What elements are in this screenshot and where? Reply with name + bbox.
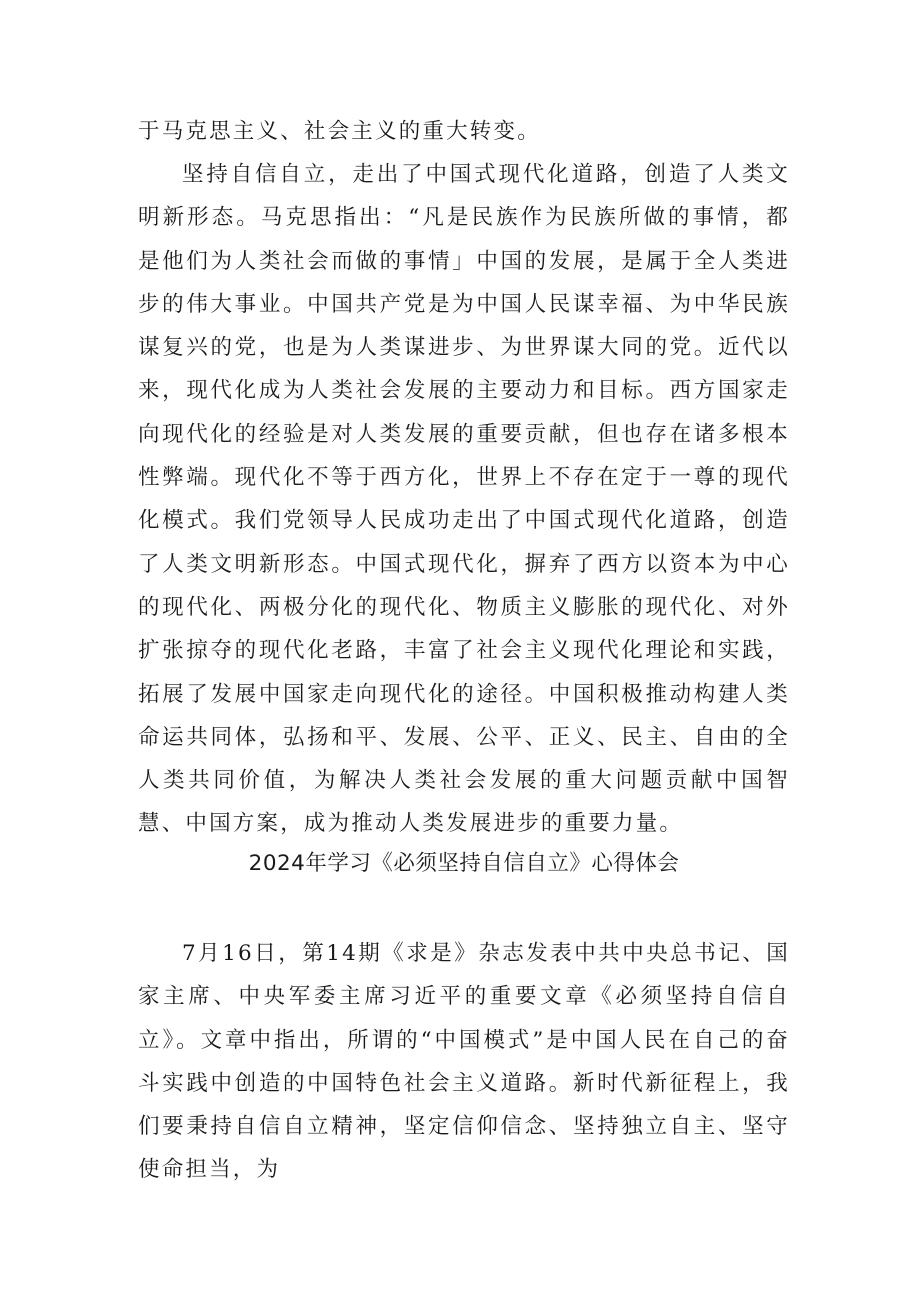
paragraph-modernization: 坚持自信自立，走出了中国式现代化道路，创造了人类文明新形态。马克思指出：“凡是民族作为民族所做的事情，都是他们为人类社会而做的事情」中国的发展，是属于全人类进步的伟大事业。中国共产党是为中国人民谋幸福、为中华民族谋复兴的党，也是为人类谋进步、为世界谋大同的党。近代以来，现代化成为人类社会发展的主要动力和目标。西方国家走向现代化的经验是对人类发展的重要贡献，但也存在诸多根本性弊端。现代化不等于西方化，世界上不存在定于一尊的现代化模式。我们党领导人民成功走出了中国式现代化道路，创造了人类文明新形态。中国式现代化，摒弃了西方以资本为中心的现代化、两极分化的现代化、物质主义膨胀的现代化、对外扩张掠夺的现代化老路，丰富了社会主义现代化理论和实践，拓展了发展中国家走向现代化的途径。中国积极推动构建人类命运共同体，弘扬和平、发展、公平、正义、民主、自由的全人类共同价值，为解决人类社会发展的重大问题贡献中国智慧、中国方案，成为推动人类发展进步的重要力量。 [138,162,790,837]
article-title: 2024年学习《必须坚持自信自立》心得体会 [248,851,680,876]
paragraph-intro: 7月16日，第14期《求是》杂志发表中共中央总书记、国家主席、中央军委主席习近平的重要文章《必须坚持自信自立》。文章中指出，所谓的“中国模式”是中国人民在自己的奋斗实践中创造的中国特色社会主义道路。新时代新征程上，我们要秉持自信自立精神，坚定信仰信念、坚持独立自主、坚守使命担当，为 [138,941,790,1183]
paragraph-continuation: 于马克思主义、社会主义的重大转变。 [138,119,541,144]
